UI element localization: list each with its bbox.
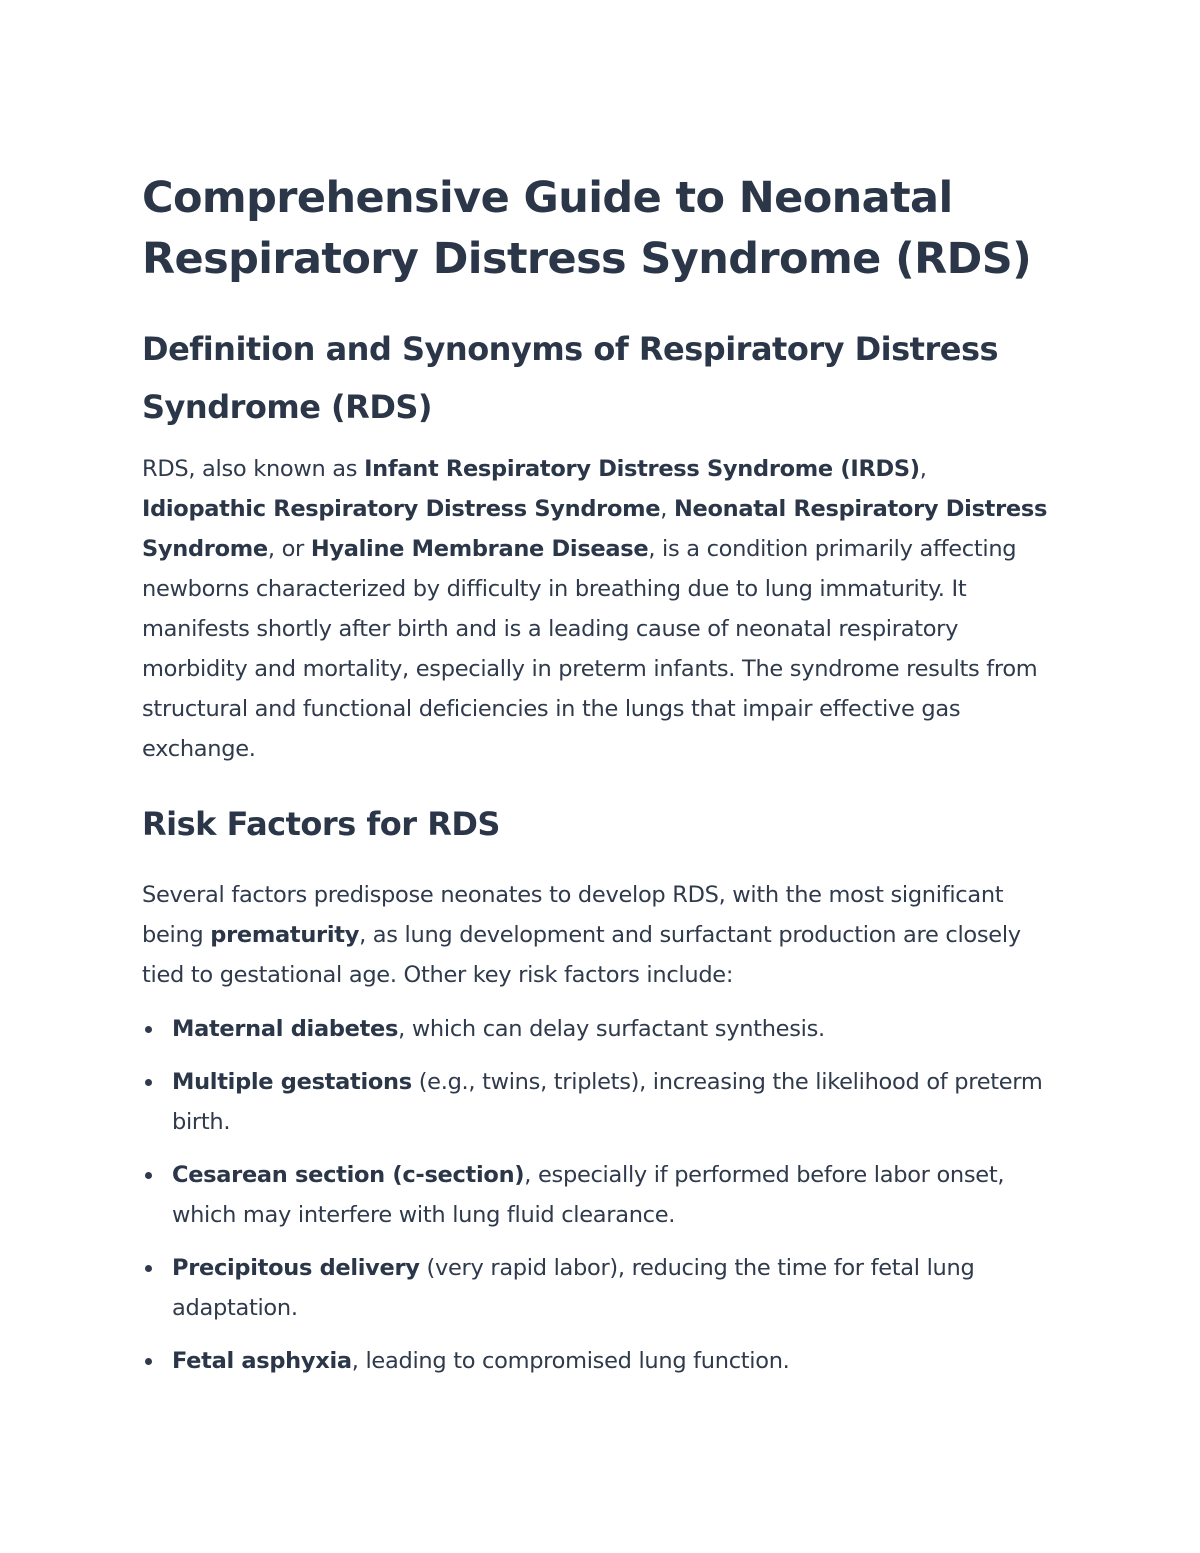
list-item bbox=[142, 1009, 1057, 1049]
synonym-hyaline-membrane-disease: Hyaline Membrane Disease bbox=[310, 536, 649, 562]
risk-factor-name: Fetal asphyxia bbox=[172, 1348, 352, 1374]
risk-factors-paragraph bbox=[142, 875, 1057, 995]
risk-text-2: , as lung development and surfactant production are closely tied to gestational age. Other key risk factors include: bbox=[142, 922, 1021, 988]
definition-heading: Definition and Synonyms of Respiratory Distress Syndrome (RDS) bbox=[142, 330, 999, 426]
risk-factor-description: , leading to compromised lung function. bbox=[351, 1348, 790, 1374]
risk-factor-name: Multiple gestations bbox=[172, 1069, 412, 1095]
list-item bbox=[142, 1248, 1057, 1328]
bullet-icon bbox=[145, 1265, 152, 1272]
risk-factor-name: Precipitous delivery bbox=[172, 1255, 420, 1281]
risk-factor-description: , which can delay surfactant synthesis. bbox=[398, 1016, 825, 1042]
list-item bbox=[142, 1155, 1057, 1235]
definition-text-4: , or bbox=[267, 536, 311, 562]
page-title: Comprehensive Guide to Neonatal Respiratory Distress Syndrome (RDS) bbox=[142, 173, 1032, 284]
risk-factor-description: (very rapid labor), reducing the time for fetal lung adaptation. bbox=[172, 1255, 975, 1321]
risk-factors-heading: Risk Factors for RDS bbox=[142, 805, 500, 843]
bullet-icon bbox=[145, 1172, 152, 1179]
definition-text-3: , bbox=[660, 496, 674, 522]
definition-text-2: , bbox=[919, 456, 927, 482]
document-page bbox=[142, 168, 1057, 1394]
prematurity-term: prematurity bbox=[210, 922, 360, 948]
bullet-icon bbox=[145, 1079, 152, 1086]
risk-factor-description: (e.g., twins, triplets), increasing the likelihood of preterm birth. bbox=[172, 1069, 1043, 1135]
risk-factor-name: Maternal diabetes bbox=[172, 1016, 399, 1042]
synonym-idiopathic-rds: Idiopathic Respiratory Distress Syndrome bbox=[142, 496, 661, 522]
synonym-neonatal-rds: Neonatal Respiratory Distress Syndrome bbox=[142, 496, 1048, 562]
bullet-icon bbox=[145, 1358, 152, 1365]
definition-text-5: , is a condition primarily affecting newborns characterized by difficulty in breathing due to lung immaturity. It manifests shortly after birth and is a leading cause of neonatal respiratory morbidity and mortality, especially in preterm infants. The syndrome results from structural and functional deficiencies in the lungs that impair effective gas exchange. bbox=[142, 536, 1038, 762]
risk-factor-name: Cesarean section (c-section) bbox=[172, 1162, 525, 1188]
risk-factor-list bbox=[142, 1009, 1057, 1381]
list-item bbox=[142, 1062, 1057, 1142]
definition-paragraph bbox=[142, 449, 1057, 769]
definition-text-1: RDS, also known as bbox=[142, 456, 365, 482]
risk-factor-description: , especially if performed before labor onset, which may interfere with lung fluid clearance. bbox=[172, 1162, 1005, 1228]
synonym-irds: Infant Respiratory Distress Syndrome (IRDS) bbox=[364, 456, 920, 482]
risk-text-1: Several factors predispose neonates to develop RDS, with the most significant being bbox=[142, 882, 1004, 948]
list-item bbox=[142, 1341, 1057, 1381]
bullet-icon bbox=[145, 1026, 152, 1033]
